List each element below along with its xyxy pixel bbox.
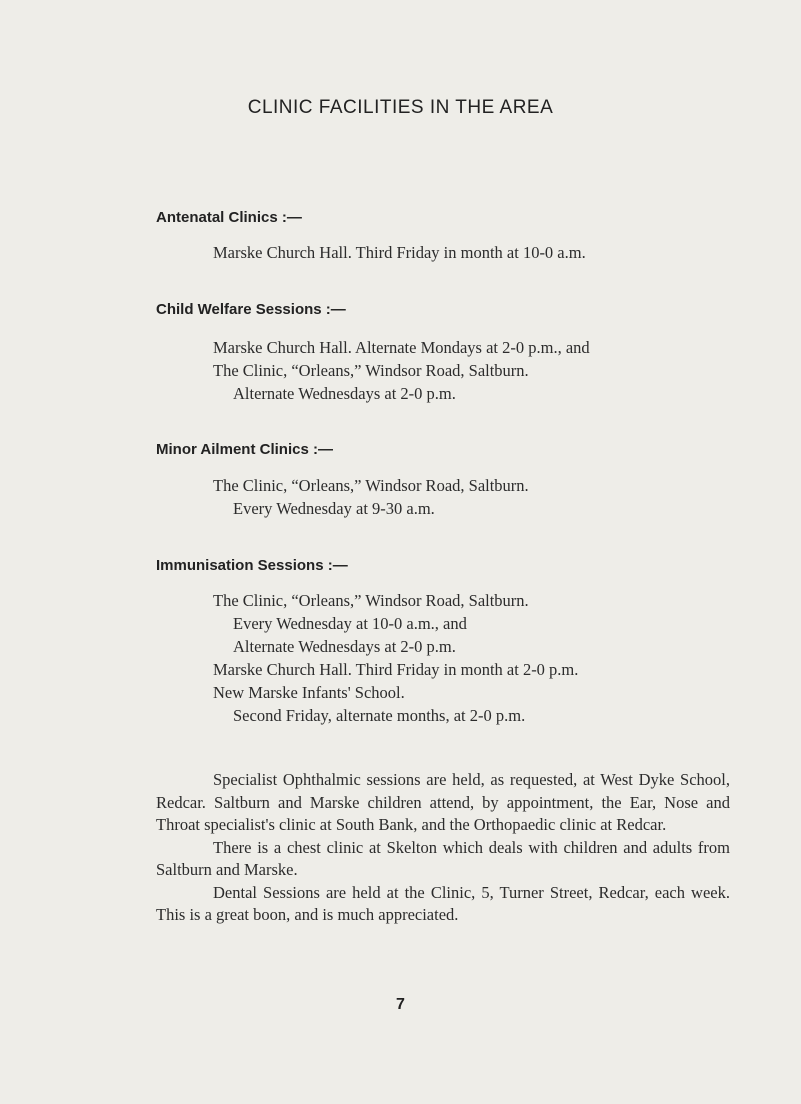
immunisation-line-5: New Marske Infants' School. <box>213 683 405 702</box>
specialist-paragraphs <box>156 769 730 927</box>
minor-ailment-line-2: Every Wednesday at 9-30 a.m. <box>233 499 435 518</box>
antenatal-line-1: Marske Church Hall. Third Friday in month at 10-0 a.m. <box>213 243 586 262</box>
child-welfare-line-2: The Clinic, “Orleans,” Windsor Road, Saltburn. <box>213 361 529 380</box>
paragraph-chest-clinic: There is a chest clinic at Skelton which deals with children and adults from Saltburn and Marske. <box>156 837 730 879</box>
immunisation-line-4: Marske Church Hall. Third Friday in month at 2-0 p.m. <box>213 660 579 679</box>
heading-child-welfare-sessions: Child Welfare Sessions :— <box>156 301 346 318</box>
heading-immunisation-sessions: Immunisation Sessions :— <box>156 557 348 574</box>
child-welfare-line-1: Marske Church Hall. Alternate Mondays at 2-0 p.m., and <box>213 338 590 357</box>
minor-ailment-line-1: The Clinic, “Orleans,” Windsor Road, Saltburn. <box>213 476 529 495</box>
heading-minor-ailment-clinics: Minor Ailment Clinics :— <box>156 441 333 458</box>
immunisation-line-2: Every Wednesday at 10-0 a.m., and <box>233 614 467 633</box>
page-title: CLINIC FACILITIES IN THE AREA <box>247 97 554 118</box>
paragraph-dental: Dental Sessions are held at the Clinic, 5, Turner Street, Redcar, each week. This is a great boon, and is much appreciated. <box>156 882 730 924</box>
immunisation-line-6: Second Friday, alternate months, at 2-0 p.m. <box>233 706 526 725</box>
child-welfare-line-3: Alternate Wednesdays at 2-0 p.m. <box>233 384 456 403</box>
immunisation-line-3: Alternate Wednesdays at 2-0 p.m. <box>233 637 456 656</box>
paragraph-ophthalmic: Specialist Ophthalmic sessions are held, as requested, at West Dyke School, Redcar. Saltburn and Marske children attend, by appointment, the Ear, Nose and Throat specialist's clinic at South Bank, and the Orthopaedic clinic at Redcar. <box>156 770 730 834</box>
heading-antenatal-clinics: Antenatal Clinics :— <box>156 209 302 226</box>
page-number: 7 <box>396 996 405 1013</box>
immunisation-line-1: The Clinic, “Orleans,” Windsor Road, Saltburn. <box>213 591 529 610</box>
